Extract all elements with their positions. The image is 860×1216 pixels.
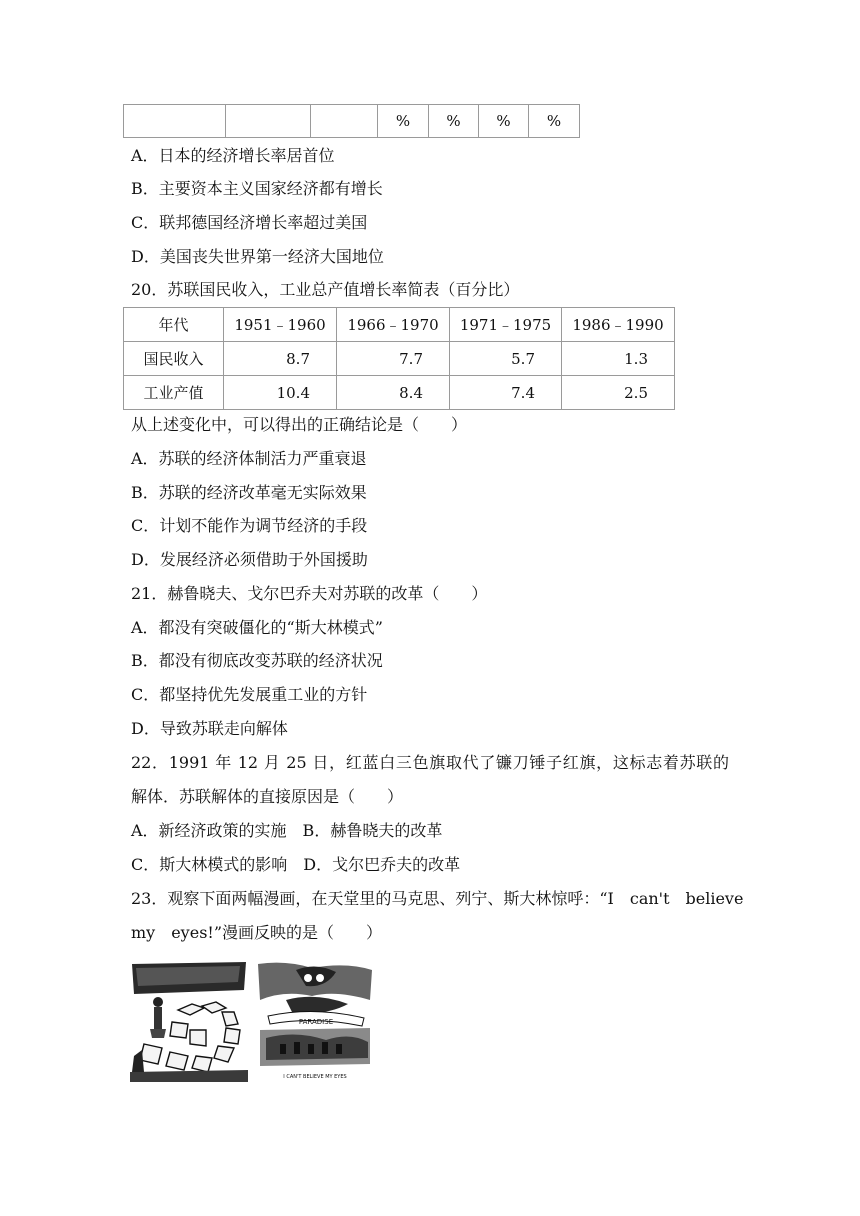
option-c: C．都坚持优先发展重工业的方针 (131, 685, 368, 704)
table-cell (226, 105, 311, 138)
option-d: D．美国丧失世界第一经济大国地位 (131, 247, 384, 266)
table-cell: 7.7 (337, 342, 450, 376)
table-row (124, 376, 675, 410)
table-cell: % (378, 105, 429, 138)
question-23-stem-line1: 23．观察下面两幅漫画，在天堂里的马克思、列宁、斯大林惊呼：“I can't believe (131, 889, 744, 908)
cartoon-banner-text: PARADISE (298, 1018, 334, 1026)
table-cell: 1.3 (562, 342, 675, 376)
table-header-row (124, 308, 675, 342)
cartoon-1-image (130, 960, 248, 1082)
row-label: 工业产值 (124, 376, 224, 410)
option-d: D．发展经济必须借助于外国援助 (131, 550, 368, 569)
question-22-stem-line1: 22．1991 年 12 月 25 日，红蓝白三色旗取代了镰刀锤子红旗，这标志着苏联的 (131, 753, 729, 772)
options-cd: C．斯大林模式的影响 D．戈尔巴乔夫的改革 (131, 855, 461, 874)
table-header: 1966﹣1970 (337, 308, 450, 342)
table-row (124, 105, 580, 138)
soviet-growth-table (123, 307, 675, 410)
table-header: 1951﹣1960 (224, 308, 337, 342)
question-20-stem: 20．苏联国民收入，工业总产值增长率简表（百分比） (131, 280, 520, 299)
table-cell (124, 105, 226, 138)
option-d: D．导致苏联走向解体 (131, 719, 288, 738)
option-b: B．都没有彻底改变苏联的经济状况 (131, 651, 383, 670)
option-a: A．都没有突破僵化的“斯大林模式” (131, 618, 383, 637)
table-header: 年代 (124, 308, 224, 342)
option-c: C．计划不能作为调节经济的手段 (131, 516, 368, 535)
option-b: B．苏联的经济改革毫无实际效果 (131, 483, 367, 502)
table-cell: 7.4 (450, 376, 562, 410)
cartoon-caption: I CAN'T BELIEVE MY EYES (283, 1074, 347, 1080)
table-header: 1971﹣1975 (450, 308, 562, 342)
table-cell: 8.7 (224, 342, 337, 376)
question-20-prompt: 从上述变化中，可以得出的正确结论是（ ） (131, 415, 468, 434)
question-23-stem-line2: my eyes!”漫画反映的是（ ） (131, 923, 383, 942)
option-b: B．主要资本主义国家经济都有增长 (131, 179, 383, 198)
table-header: 1986﹣1990 (562, 308, 675, 342)
option-a: A．日本的经济增长率居首位 (131, 146, 335, 165)
option-c: C．联邦德国经济增长率超过美国 (131, 213, 368, 232)
table-cell: % (529, 105, 580, 138)
table-cell: 2.5 (562, 376, 675, 410)
cartoon-2-image (256, 960, 374, 1082)
table-cell: 8.4 (337, 376, 450, 410)
question-22-stem-line2: 解体．苏联解体的直接原因是（ ） (131, 787, 404, 806)
table-cell: % (479, 105, 529, 138)
row-label: 国民收入 (124, 342, 224, 376)
table-row (124, 342, 675, 376)
option-a: A．苏联的经济体制活力严重衰退 (131, 449, 367, 468)
options-ab: A．新经济政策的实施 B．赫鲁晓夫的改革 (131, 821, 443, 840)
continued-table (123, 104, 580, 138)
table-cell (311, 105, 378, 138)
question-21-stem: 21．赫鲁晓夫、戈尔巴乔夫对苏联的改革（ ） (131, 584, 488, 603)
table-cell: 5.7 (450, 342, 562, 376)
table-cell: % (429, 105, 479, 138)
table-cell: 10.4 (224, 376, 337, 410)
